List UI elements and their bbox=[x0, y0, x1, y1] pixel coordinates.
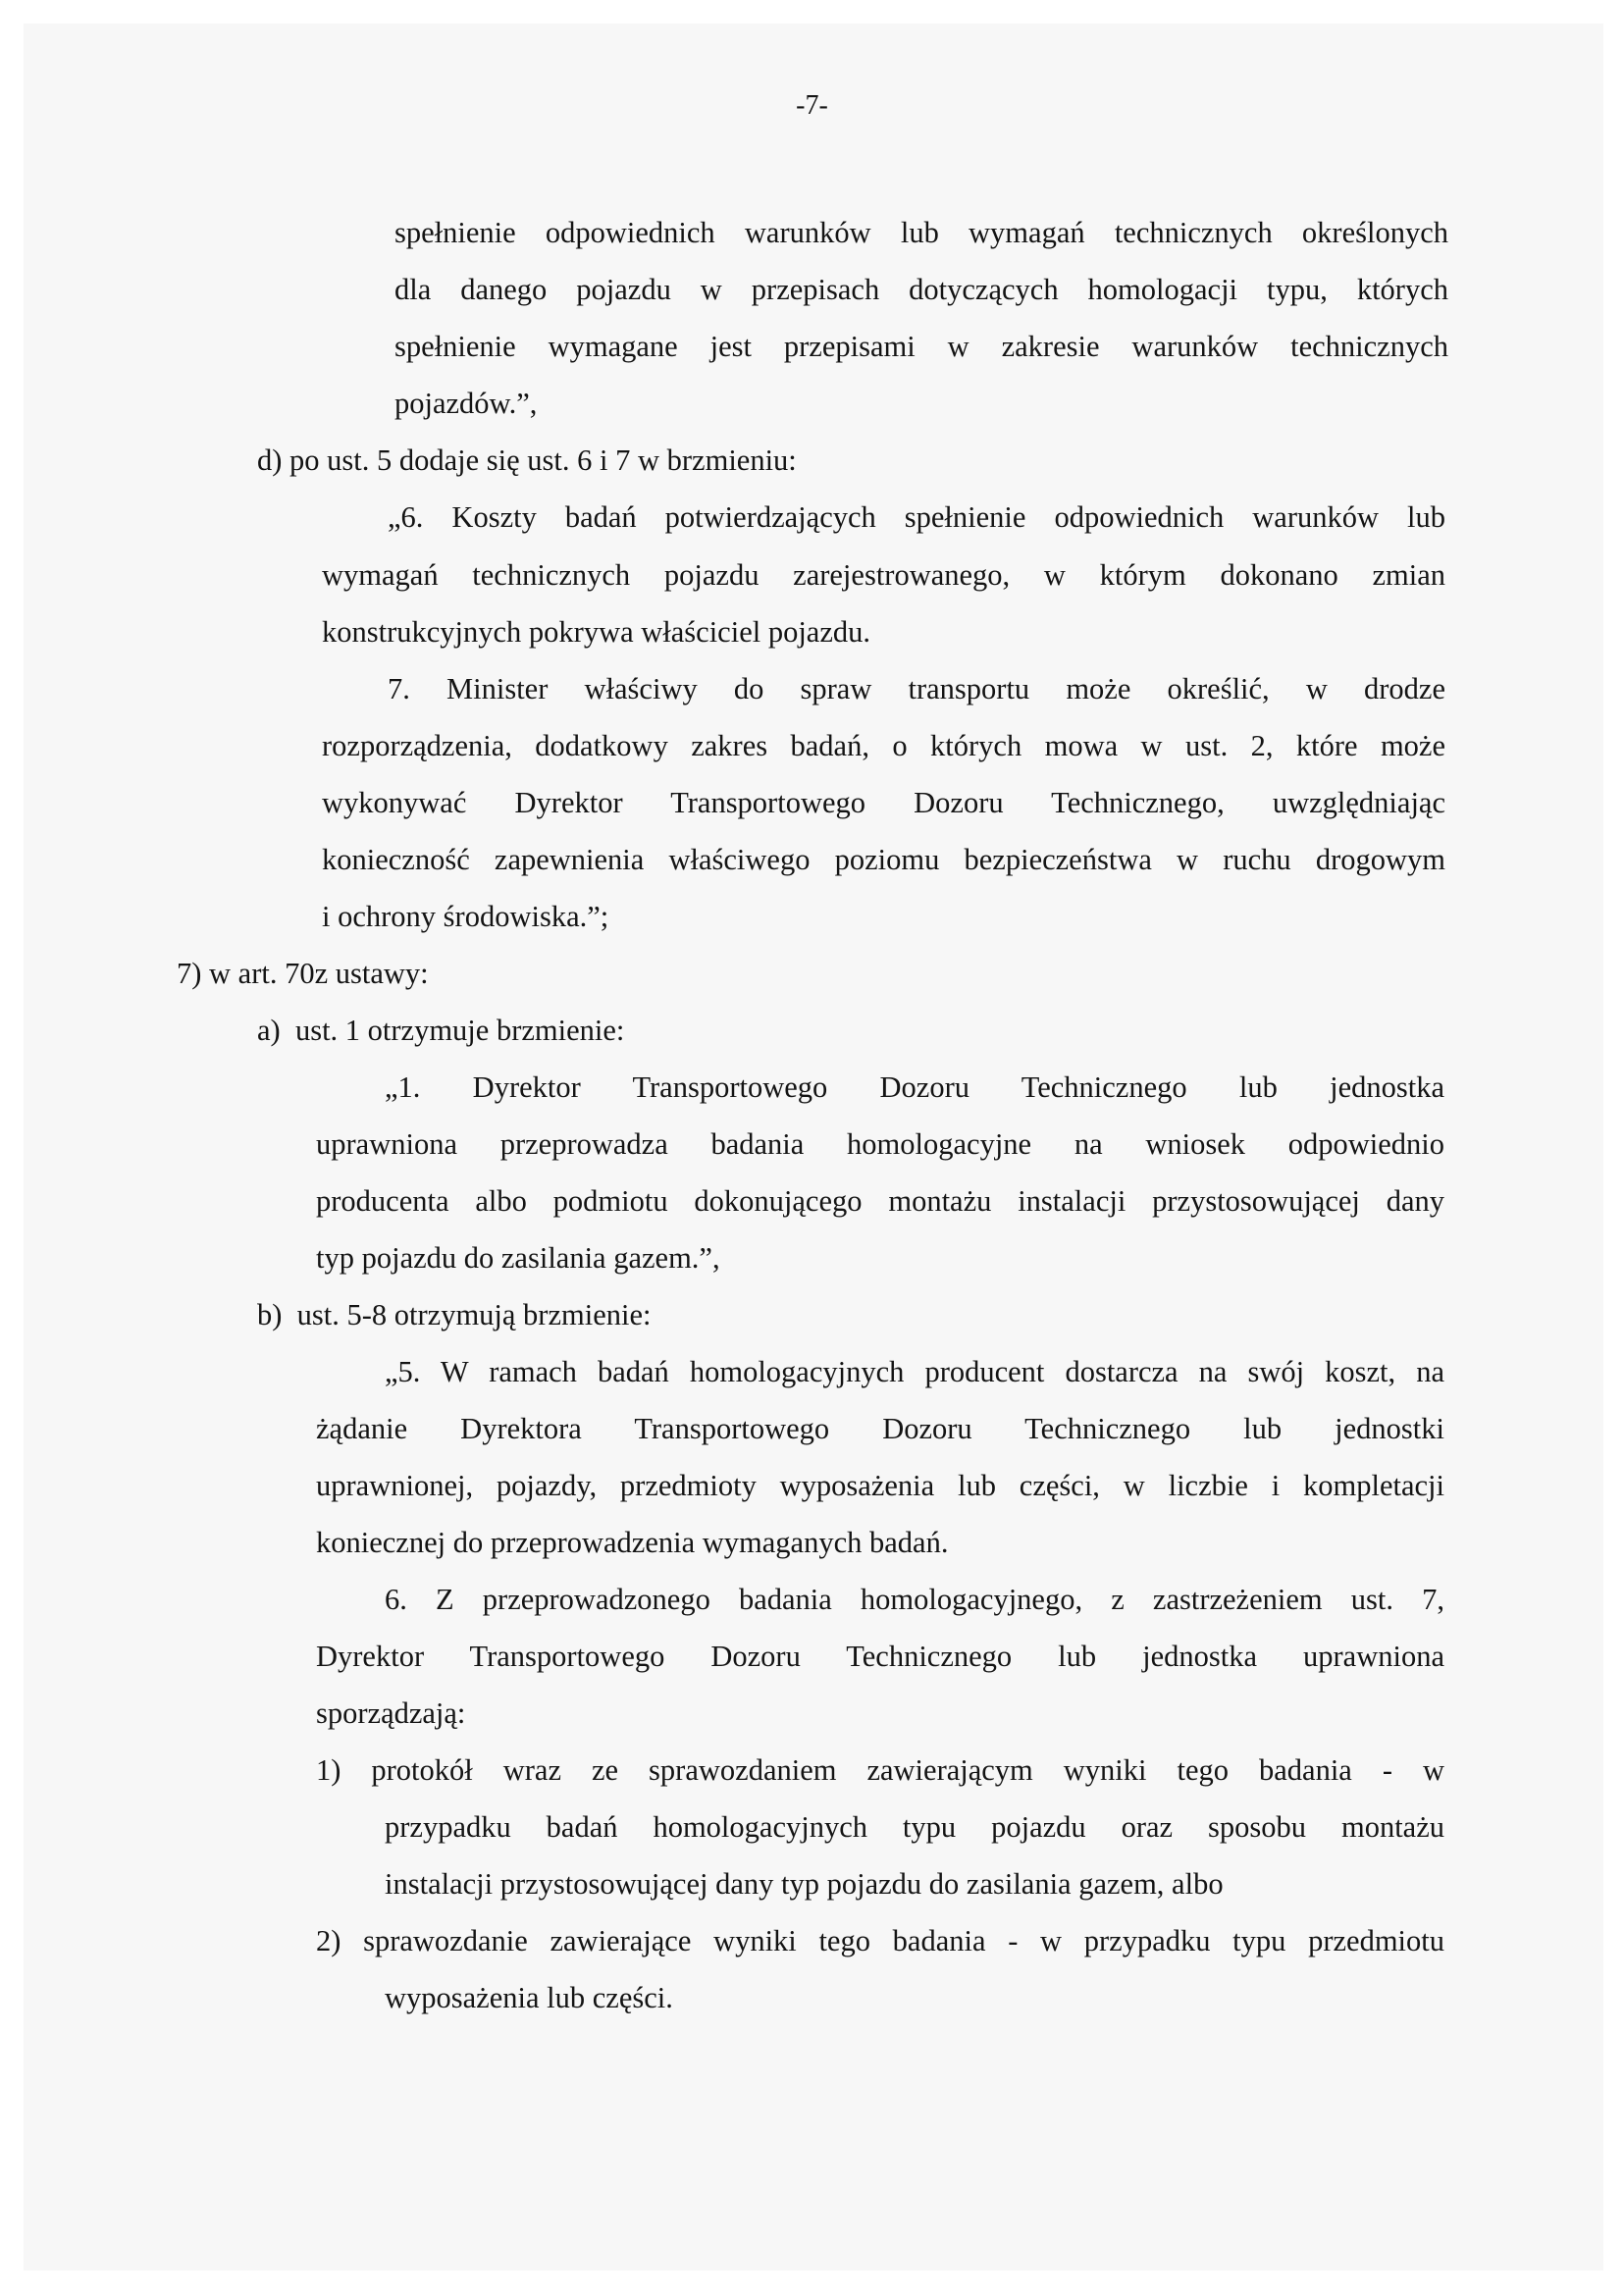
text-line-24: koniecznej do przeprowadzenia wymaganych badań. bbox=[316, 1526, 949, 1559]
text-line-30: instalacji przystosowującej dany typ pojazdu do zasilania gazem, albo bbox=[385, 1867, 1224, 1901]
text-line-32: wyposażenia lub części. bbox=[385, 1981, 673, 2014]
text-line-18: producenta albo podmiotu dokonującego montażu instalacji przystosowującej dany bbox=[316, 1184, 1444, 1218]
text-line-2: dla danego pojazdu w przepisach dotyczących homologacji typu, których bbox=[394, 273, 1448, 306]
text-line-23: uprawnionej, pojazdy, przedmioty wyposażenia lub części, w liczbie i kompletacji bbox=[316, 1469, 1444, 1502]
text-line-13: i ochrony środowiska.”; bbox=[322, 900, 609, 933]
text-line-11: wykonywać Dyrektor Transportowego Dozoru Technicznego, uwzględniając bbox=[322, 786, 1445, 819]
text-line-10: rozporządzenia, dodatkowy zakres badań, o których mowa w ust. 2, które może bbox=[322, 729, 1445, 762]
text-line-4: pojazdów.”, bbox=[394, 387, 538, 420]
point-d: d) po ust. 5 dodaje się ust. 6 i 7 w brzmieniu: bbox=[257, 443, 797, 477]
text-line-26: Dyrektor Transportowego Dozoru Technicznego lub jednostka uprawniona bbox=[316, 1640, 1444, 1673]
page-number: -7- bbox=[796, 90, 828, 121]
point-b: b) ust. 5-8 otrzymują brzmienie: bbox=[257, 1298, 652, 1331]
list-item-1: 1) protokół wraz ze sprawozdaniem zawierającym wyniki tego badania - w bbox=[316, 1753, 1444, 1787]
text-line-12: konieczność zapewnienia właściwego poziomu bezpieczeństwa w ruchu drogowym bbox=[322, 843, 1445, 876]
text-line-22: żądanie Dyrektora Transportowego Dozoru Technicznego lub jednostki bbox=[316, 1412, 1444, 1445]
text-line-19: typ pojazdu do zasilania gazem.”, bbox=[316, 1241, 720, 1275]
text-line-7: wymagań technicznych pojazdu zarejestrowanego, w którym dokonano zmian bbox=[322, 558, 1445, 592]
text-line-25: 6. Z przeprowadzonego badania homologacyjnego, z zastrzeżeniem ust. 7, bbox=[385, 1583, 1444, 1616]
point-a: a) ust. 1 otrzymuje brzmienie: bbox=[257, 1014, 625, 1047]
text-line-3: spełnienie wymagane jest przepisami w zakresie warunków technicznych bbox=[394, 330, 1448, 363]
list-item-2: 2) sprawozdanie zawierające wyniki tego badania - w przypadku typu przedmiotu bbox=[316, 1924, 1444, 1957]
text-line-21: „5. W ramach badań homologacyjnych producent dostarcza na swój koszt, na bbox=[385, 1355, 1444, 1388]
text-line-16: „1. Dyrektor Transportowego Dozoru Technicznego lub jednostka bbox=[385, 1070, 1444, 1104]
text-line-6: „6. Koszty badań potwierdzających spełnienie odpowiednich warunków lub bbox=[388, 500, 1445, 534]
text-line-9: 7. Minister właściwy do spraw transportu może określić, w drodze bbox=[388, 672, 1445, 705]
text-line-17: uprawniona przeprowadza badania homologacyjne na wniosek odpowiednio bbox=[316, 1127, 1444, 1161]
text-line-8: konstrukcyjnych pokrywa właściciel pojazdu. bbox=[322, 615, 871, 649]
text-line-1: spełnienie odpowiednich warunków lub wymagań technicznych określonych bbox=[394, 216, 1448, 249]
text-line-27: sporządzają: bbox=[316, 1696, 466, 1730]
point-7: 7) w art. 70z ustawy: bbox=[177, 957, 429, 990]
text-line-29: przypadku badań homologacyjnych typu pojazdu oraz sposobu montażu bbox=[385, 1810, 1444, 1844]
